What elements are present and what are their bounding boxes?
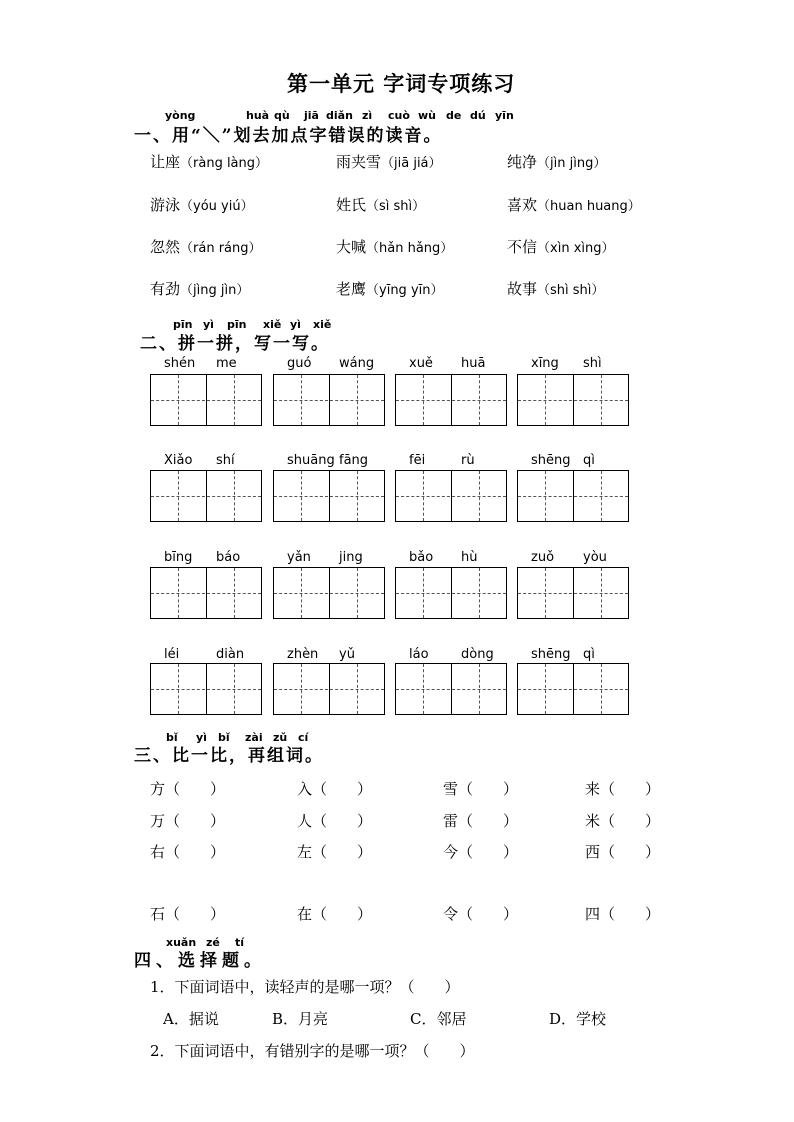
compare-item[interactable]: 雷（ ） [443,812,519,830]
question-2: 2．下面词语中，有错别字的是哪一项？（ ） [150,1042,475,1060]
reading-item [507,194,641,215]
compare-item[interactable]: 左（ ） [297,843,373,861]
item-word: 故事 [507,280,538,298]
option-d: D．学校 [549,1010,607,1028]
item-word: 大喊 [336,238,367,256]
section4-heading: 四、选择题。 [134,951,266,971]
item-pinyin: （rán ráng） [180,241,262,256]
pinyin-label: shuāng [287,453,335,468]
section1-pinyin: yòng huà qù jiā diǎn zì cuò wù de dú yīn [165,109,514,122]
writing-box[interactable] [517,567,629,619]
compare-item[interactable]: 米（ ） [585,812,661,830]
writing-box[interactable] [273,470,385,522]
item-word: 游泳 [150,196,181,214]
pinyin-label: huā [461,356,486,371]
reading-item [336,278,444,299]
compare-item[interactable]: 四（ ） [585,905,661,923]
item-pinyin: （jiā jiá） [381,156,442,171]
pinyin-label: léi [164,647,180,662]
compare-item[interactable]: 人（ ） [297,812,373,830]
pinyin-label: bǎo [409,550,434,565]
compare-item[interactable]: 在（ ） [297,905,373,923]
pinyin-label: jing [339,550,363,565]
pinyin-label: shì [583,356,602,371]
item-pinyin: （sì shì） [366,199,426,214]
writing-box[interactable] [273,374,385,426]
question-1: 1．下面词语中，读轻声的是哪一项？（ ） [150,978,460,996]
item-word: 姓氏 [336,196,367,214]
section1-heading: 一、用“＼”划去加点字错误的读音。 [134,126,443,146]
writing-box[interactable] [517,663,629,715]
item-pinyin: （jìn jìng） [537,156,607,171]
pinyin-label: yòu [583,550,607,565]
section2-heading: 二、拼一拼，写一写。 [140,334,330,354]
reading-item [150,151,268,172]
compare-item[interactable]: 入（ ） [297,780,373,798]
writing-box[interactable] [273,567,385,619]
writing-box[interactable] [517,470,629,522]
item-word: 让座 [150,153,181,171]
writing-box[interactable] [395,470,507,522]
compare-item[interactable]: 石（ ） [150,905,226,923]
pinyin-label: yǔ [339,647,355,662]
pinyin-label: bīng [164,550,193,565]
pinyin-label: hù [461,550,478,565]
item-word: 忽然 [150,238,181,256]
writing-box[interactable] [395,663,507,715]
item-pinyin: （huan huang） [537,199,641,214]
compare-item[interactable]: 西（ ） [585,843,661,861]
pinyin-label: qì [583,647,595,662]
writing-box[interactable] [273,663,385,715]
item-word: 喜欢 [507,196,538,214]
item-pinyin: （ràng làng） [180,156,269,171]
pinyin-label: Xiǎo [164,453,193,468]
option-c: C．邻居 [410,1010,467,1028]
section2-pinyin: pīn yì pīn xiě yì xiě [173,318,332,331]
pinyin-label: dòng [461,647,494,662]
pinyin-label: diàn [216,647,245,662]
writing-box[interactable] [150,567,262,619]
page-title: 第一单元 字词专项练习 [287,71,516,96]
pinyin-label: me [216,356,237,371]
writing-box[interactable] [517,374,629,426]
compare-item[interactable]: 雪（ ） [443,780,519,798]
section3-heading: 三、比一比，再组词。 [134,746,324,766]
compare-item[interactable]: 万（ ） [150,812,226,830]
writing-box[interactable] [395,567,507,619]
reading-item [336,194,425,215]
pinyin-label: shén [164,356,196,371]
reading-item [336,151,442,172]
pinyin-label: xuě [409,356,433,371]
item-pinyin: （jìng jìn） [180,283,250,298]
item-pinyin: （yóu yiú） [180,199,254,214]
item-pinyin: （hǎn hǎng） [366,241,454,256]
compare-item[interactable]: 来（ ） [585,780,661,798]
pinyin-label: rù [461,453,475,468]
item-word: 纯净 [507,153,538,171]
reading-item [150,278,249,299]
item-pinyin: （xìn xìng） [537,241,615,256]
item-word: 雨夹雪 [336,153,382,171]
reading-item [507,278,604,299]
pinyin-label: yǎn [287,550,311,565]
writing-box[interactable] [150,374,262,426]
pinyin-label: xīng [531,356,559,371]
item-word: 老鹰 [336,280,367,298]
compare-item[interactable]: 右（ ） [150,843,226,861]
pinyin-label: fāng [339,453,369,468]
pinyin-label: zhèn [287,647,319,662]
item-word: 有劲 [150,280,181,298]
pinyin-label: guó [287,356,312,371]
section4-pinyin: xuǎn zé tí [166,936,245,949]
writing-box[interactable] [150,663,262,715]
item-pinyin: （yīng yīn） [366,283,444,298]
reading-item [150,194,254,215]
pinyin-label: báo [216,550,241,565]
reading-item [507,151,606,172]
compare-item[interactable]: 今（ ） [443,843,519,861]
pinyin-label: shí [216,453,235,468]
item-pinyin: （shì shì） [537,283,605,298]
compare-item[interactable]: 令（ ） [443,905,519,923]
option-a: A．据说 [163,1010,219,1028]
reading-item [150,236,262,257]
pinyin-label: shēng [531,647,571,662]
item-word: 不信 [507,238,538,256]
reading-item [336,236,453,257]
pinyin-label: láo [409,647,429,662]
pinyin-label: wáng [339,356,375,371]
pinyin-label: fēi [409,453,426,468]
pinyin-label: qì [583,453,595,468]
compare-item[interactable]: 方（ ） [150,780,226,798]
pinyin-label: shēng [531,453,571,468]
pinyin-label: zuǒ [531,550,555,565]
option-b: B．月亮 [272,1010,329,1028]
reading-item [507,236,615,257]
section3-pinyin: bǐ yì bǐ zài zǔ cí [166,731,309,744]
writing-box[interactable] [395,374,507,426]
writing-box[interactable] [150,470,262,522]
